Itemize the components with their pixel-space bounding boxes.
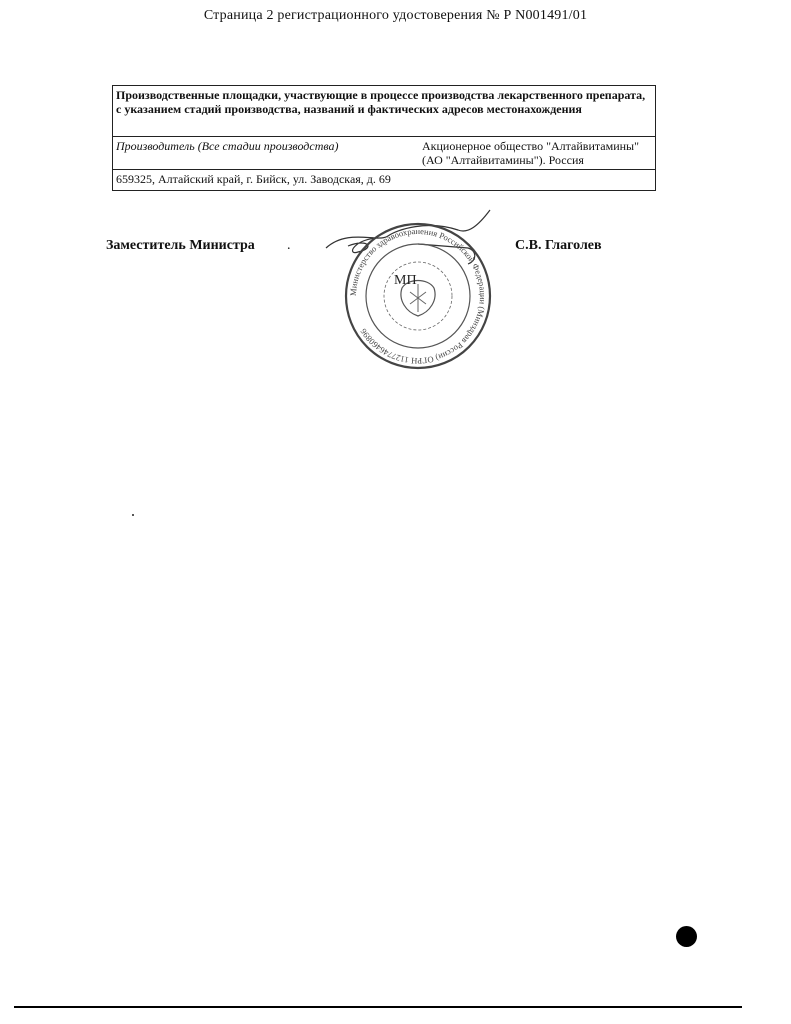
- organization-line-1: Акционерное общество "Алтайвитамины": [422, 139, 640, 153]
- stamp-ring-text: Министерство здравоохранения Российской Федерации (Минздрав России) ОГРН 1127746460896: [347, 225, 489, 367]
- signatory-name: С.В. Глаголев: [515, 238, 602, 253]
- stray-dot: [132, 514, 134, 516]
- production-sites-table: [112, 85, 656, 191]
- table-heading-row: [113, 86, 656, 137]
- table-heading-cell: Производственные площадки, участвующие в процессе производства лекарственного препарата, с указанием стадий производства, названий и фактических адресов местонахождения: [113, 86, 656, 137]
- signatory-title: Заместитель Министра: [106, 238, 255, 253]
- page-header-text: Страница 2 регистрационного удостоверения № Р N001491/01: [203, 8, 588, 23]
- bottom-rule: [14, 1006, 742, 1008]
- page-header: [0, 8, 791, 24]
- black-circle-mark: [676, 926, 697, 947]
- table-row: [113, 170, 656, 191]
- stamp-inner-text: МП: [394, 273, 417, 288]
- organization-line-2: (АО "Алтайвитамины"). Россия: [422, 153, 584, 167]
- official-stamp: [318, 208, 508, 378]
- organization-cell: [419, 137, 656, 170]
- table-row: [113, 137, 656, 170]
- signature-dot: .: [287, 238, 291, 253]
- address-cell: 659325, Алтайский край, г. Бийск, ул. Заводская, д. 69: [113, 170, 656, 191]
- role-cell: Производитель (Все стадии производства): [113, 137, 420, 170]
